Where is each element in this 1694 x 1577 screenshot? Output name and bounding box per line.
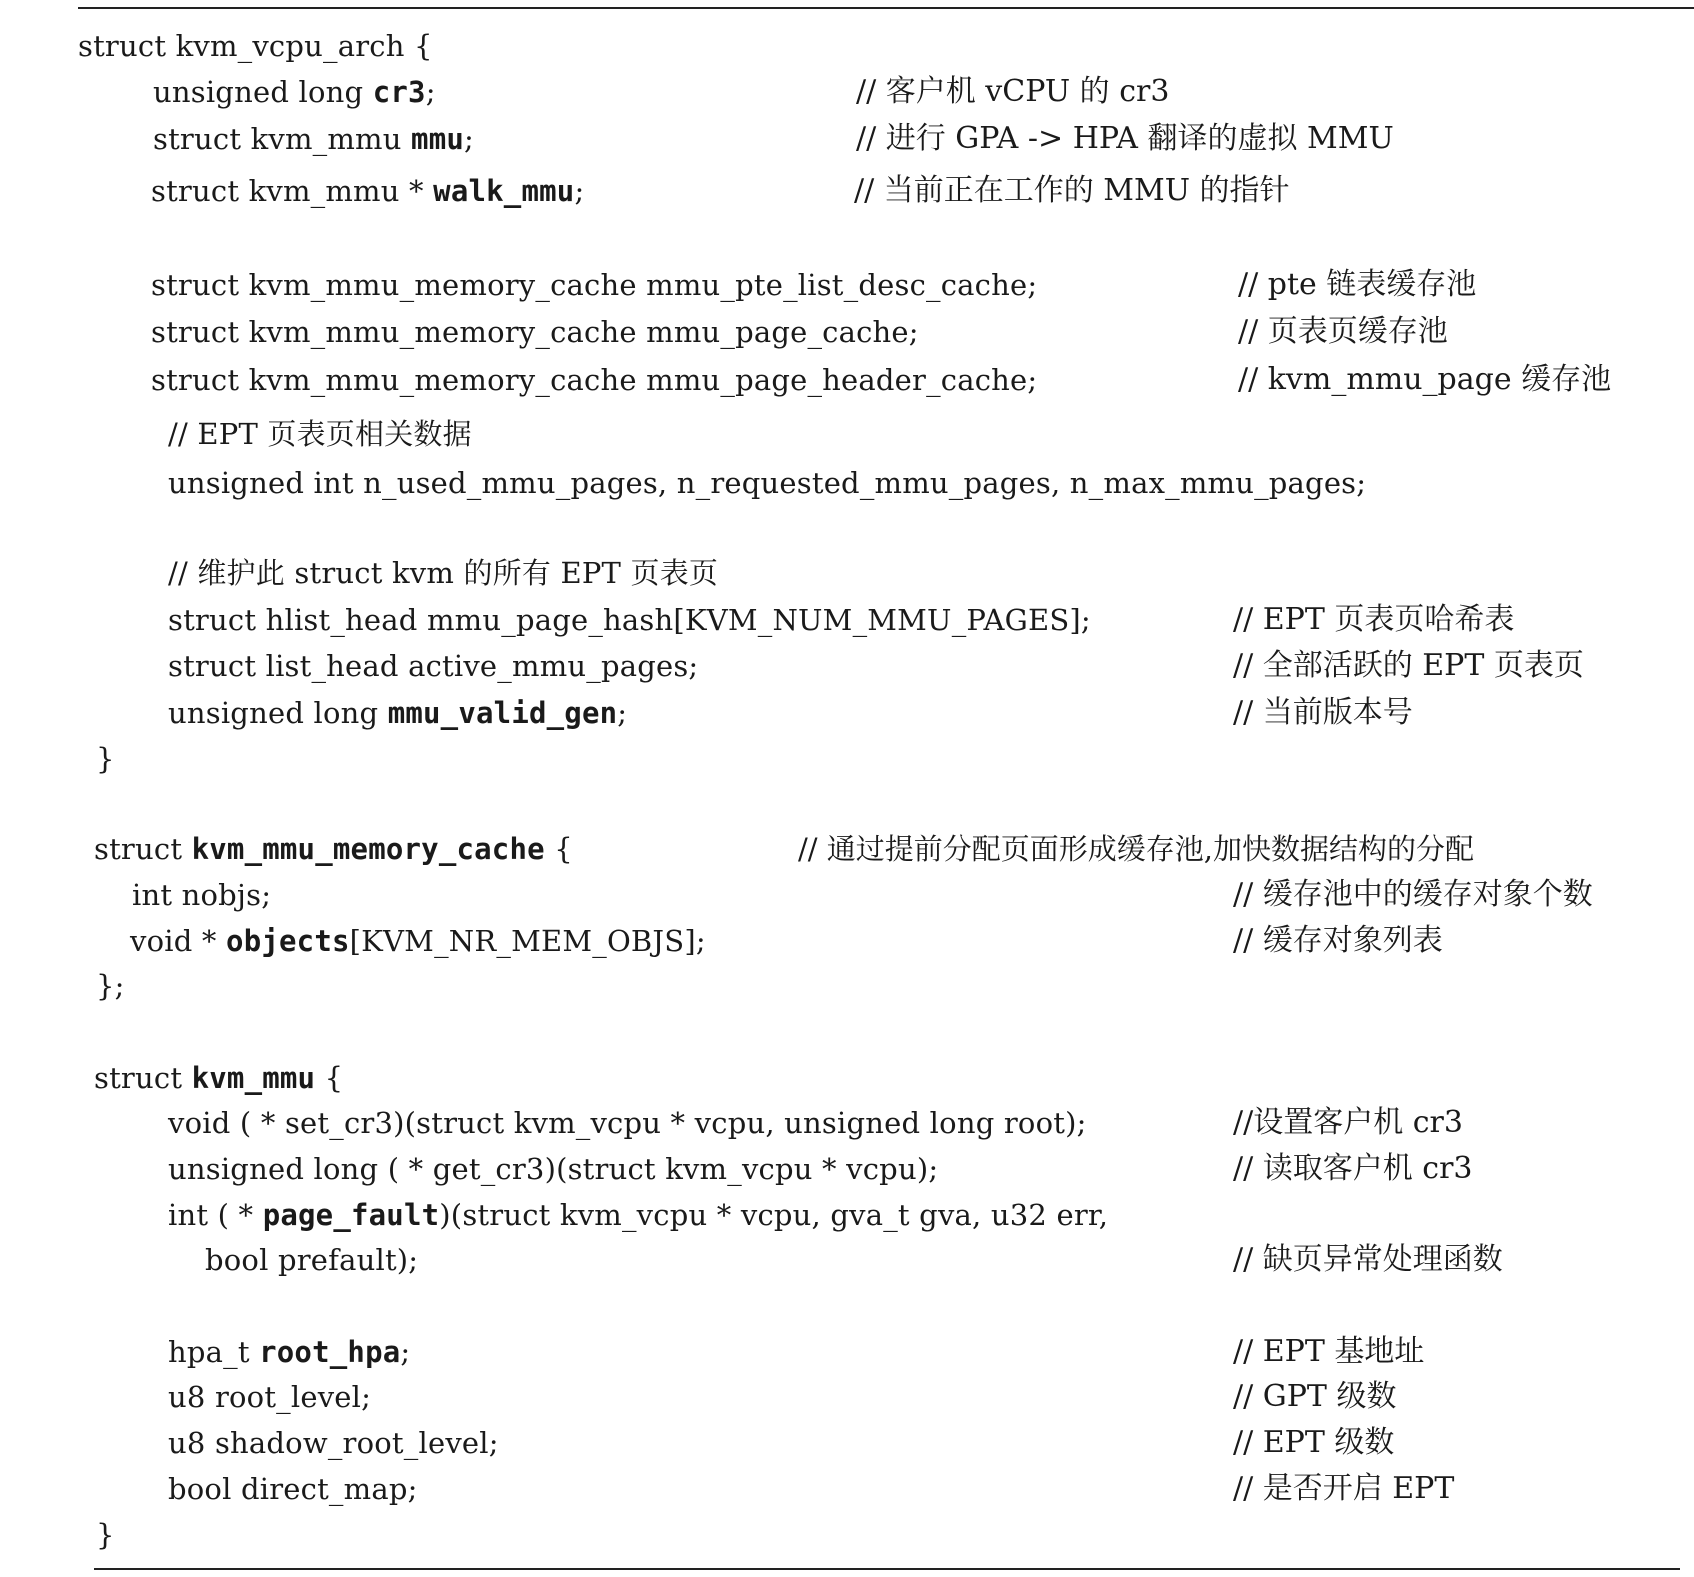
code-line	[96, 966, 125, 1006]
code-text: {	[315, 1061, 344, 1095]
code-text: unsigned int n_used_mmu_pages, n_requested_mmu_pages, n_max_mmu_pages;	[168, 466, 1367, 500]
code-text: };	[96, 969, 125, 1003]
code-text: ;	[617, 696, 628, 730]
code-text: struct list_head active_mmu_pages;	[168, 649, 699, 683]
code-text: ;	[464, 122, 475, 156]
code-text: struct kvm_mmu_memory_cache mmu_page_cache;	[151, 315, 919, 349]
code-comment: // pte 链表缓存池	[1238, 267, 1477, 302]
code-comment: // 读取客户机 cr3	[1233, 1151, 1473, 1186]
top-rule	[78, 7, 1694, 9]
code-line	[153, 72, 436, 112]
field-name: root_hpa	[259, 1335, 401, 1369]
field-name: mmu	[411, 122, 465, 156]
code-text: struct kvm_mmu *	[151, 174, 434, 208]
code-comment: // 缓存对象列表	[1233, 923, 1443, 958]
code-text: unsigned long	[153, 75, 373, 109]
code-line	[151, 265, 1037, 305]
code-comment: // GPT 级数	[1233, 1379, 1397, 1414]
code-line	[168, 1423, 499, 1463]
code-line	[168, 600, 1091, 640]
code-text: ;	[400, 1335, 411, 1369]
code-text: u8 root_level;	[168, 1380, 372, 1414]
code-line	[96, 739, 115, 779]
code-comment: // 进行 GPA -> HPA 翻译的虚拟 MMU	[856, 121, 1394, 156]
code-line	[132, 875, 271, 915]
code-comment: // 缺页异常处理函数	[1233, 1242, 1503, 1277]
code-text: [KVM_NR_MEM_OBJS];	[349, 924, 706, 958]
code-line	[78, 26, 433, 66]
code-line	[168, 693, 627, 733]
struct-name: kvm_mmu	[191, 1061, 316, 1095]
code-line	[168, 1332, 410, 1372]
code-comment: //设置客户机 cr3	[1233, 1105, 1463, 1140]
field-name: objects	[226, 924, 350, 958]
code-comment-line	[168, 553, 718, 593]
code-text: bool prefault);	[205, 1243, 419, 1277]
field-name: cr3	[372, 75, 426, 109]
code-text: struct hlist_head mmu_page_hash[KVM_NUM_MMU_PAGES];	[168, 603, 1091, 637]
code-line	[151, 171, 584, 211]
code-line	[151, 360, 1037, 400]
field-name: walk_mmu	[433, 174, 575, 208]
code-text: void *	[130, 924, 227, 958]
code-text: struct kvm_mmu	[153, 122, 412, 156]
code-line	[168, 1195, 1108, 1235]
struct-name: kvm_mmu_memory_cache	[191, 832, 545, 866]
code-text: }	[96, 742, 115, 776]
code-text: unsigned long	[168, 696, 388, 730]
field-name: page_fault	[262, 1198, 440, 1232]
code-line	[94, 1058, 343, 1098]
code-comment: // 客户机 vCPU 的 cr3	[856, 74, 1170, 109]
code-text: struct kvm_vcpu_arch {	[78, 29, 433, 63]
code-text: {	[544, 832, 573, 866]
code-line	[168, 1149, 938, 1189]
code-comment: // 全部活跃的 EPT 页表页	[1233, 648, 1584, 683]
code-comment: // 页表页缓存池	[1238, 314, 1448, 349]
bottom-rule	[94, 1568, 1680, 1570]
code-text: // 维护此 struct kvm 的所有 EPT 页表页	[168, 556, 719, 590]
code-comment: // 当前版本号	[1233, 695, 1413, 730]
code-comment: // 是否开启 EPT	[1233, 1471, 1455, 1506]
code-text: }	[96, 1518, 115, 1552]
code-line	[94, 829, 573, 869]
code-text: bool direct_map;	[168, 1472, 418, 1506]
code-comment: // 通过提前分配页面形成缓存池,加快数据结构的分配	[798, 832, 1474, 866]
code-text: struct	[94, 1061, 192, 1095]
code-text: struct kvm_mmu_memory_cache mmu_page_header_cache;	[151, 363, 1038, 397]
code-line	[130, 921, 706, 961]
field-name: mmu_valid_gen	[387, 696, 618, 730]
code-text: unsigned long ( * get_cr3)(struct kvm_vcpu * vcpu);	[168, 1152, 939, 1186]
code-text: // EPT 页表页相关数据	[168, 417, 472, 451]
code-comment: // EPT 页表页哈希表	[1233, 602, 1515, 637]
code-text: int nobjs;	[132, 878, 272, 912]
code-comment: // 缓存池中的缓存对象个数	[1233, 877, 1593, 912]
code-line	[168, 646, 698, 686]
code-text: )(struct kvm_vcpu * vcpu, gva_t gva, u32 err,	[439, 1198, 1109, 1232]
code-text: ;	[425, 75, 436, 109]
code-comment: // kvm_mmu_page 缓存池	[1238, 362, 1612, 397]
code-line	[168, 1103, 1087, 1143]
code-line	[168, 1469, 418, 1509]
code-text: void ( * set_cr3)(struct kvm_vcpu * vcpu, unsigned long root);	[168, 1106, 1087, 1140]
code-line	[151, 312, 919, 352]
code-comment: // EPT 级数	[1233, 1425, 1395, 1460]
code-text: struct kvm_mmu_memory_cache mmu_pte_list_desc_cache;	[151, 268, 1038, 302]
code-line	[168, 1377, 371, 1417]
code-comment: // 当前正在工作的 MMU 的指针	[854, 173, 1290, 208]
code-text: hpa_t	[168, 1335, 260, 1369]
code-text: int ( *	[168, 1198, 263, 1232]
code-text: u8 shadow_root_level;	[168, 1426, 499, 1460]
code-text: struct	[94, 832, 192, 866]
code-line	[168, 463, 1366, 503]
code-line	[205, 1240, 418, 1280]
code-line	[153, 119, 474, 159]
code-line	[96, 1515, 115, 1555]
code-text: ;	[574, 174, 585, 208]
code-comment-line	[168, 414, 472, 454]
code-comment: // EPT 基地址	[1233, 1334, 1425, 1369]
